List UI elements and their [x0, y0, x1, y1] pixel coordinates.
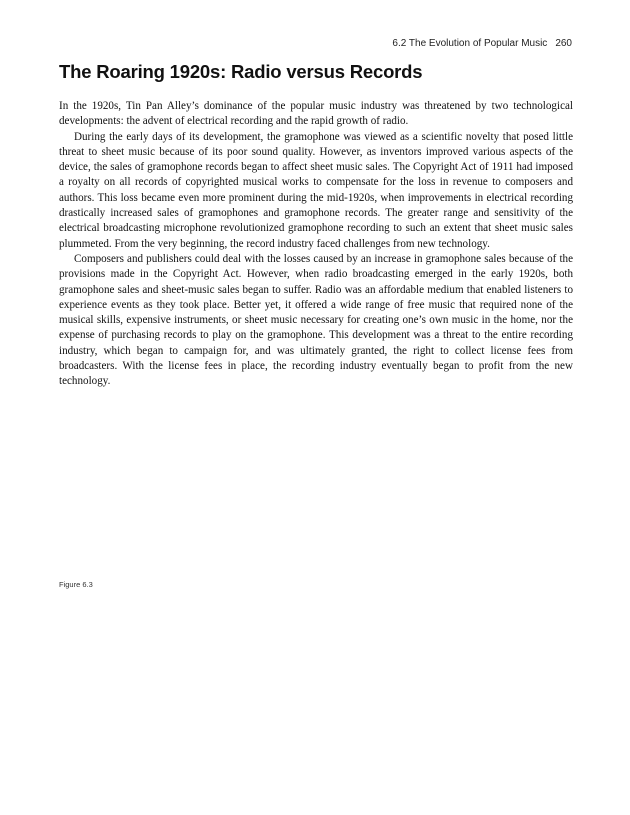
paragraph-3: Composers and publishers could deal with the losses caused by an increase in gramophone sales because of the provisions made in the Copyright Act. However, when radio broadcasting emerged in the early 1920s, both gramophone sales and sheet-music sales began to suffer. Radio was an affordable medium that enabled listeners to experience events as they took place. Better yet, it offered a wide range of free music that required none of the musical skills, expensive instruments, or sheet music necessary for creating one’s own music in the home, nor the expense of purchasing records to play on the gramophone. This development was a threat to the entire recording industry, which began to campaign for, and was ultimately granted, the right to collect license fees from broadcasters. With the license fees in place, the recording industry eventually began to profit from the new technology.	[59, 252, 573, 388]
section-title: 6.2 The Evolution of Popular Music	[392, 38, 548, 49]
body-text	[59, 99, 573, 390]
page-title: The Roaring 1920s: Radio versus Records	[59, 61, 423, 82]
figure-caption: Figure 6.3	[59, 580, 93, 589]
running-header	[392, 38, 572, 49]
page-number: 260	[555, 38, 572, 49]
paragraph-2: During the early days of its development, the gramophone was viewed as a scientific novelty that posed little threat to sheet music because of its poor sound quality. However, as inventors improved various aspects of the device, the sales of gramophone records began to affect sheet music sales. The Copyright Act of 1911 had imposed a royalty on all records of copyrighted musical works to compensate for the loss in revenue to composers and authors. This loss became even more prominent during the mid-1920s, when improvements in electrical recording drastically increased sales of gramophones and gramophone records. The greater range and sensitivity of the electrical broadcasting microphone revolutionized gramophone recording to such an extent that sheet music sales plummeted. From the very beginning, the record industry faced challenges from new technology.	[59, 130, 573, 250]
paragraph-1: In the 1920s, Tin Pan Alley’s dominance of the popular music industry was threatened by two technological developments: the advent of electrical recording and the rapid growth of radio.	[59, 100, 573, 128]
